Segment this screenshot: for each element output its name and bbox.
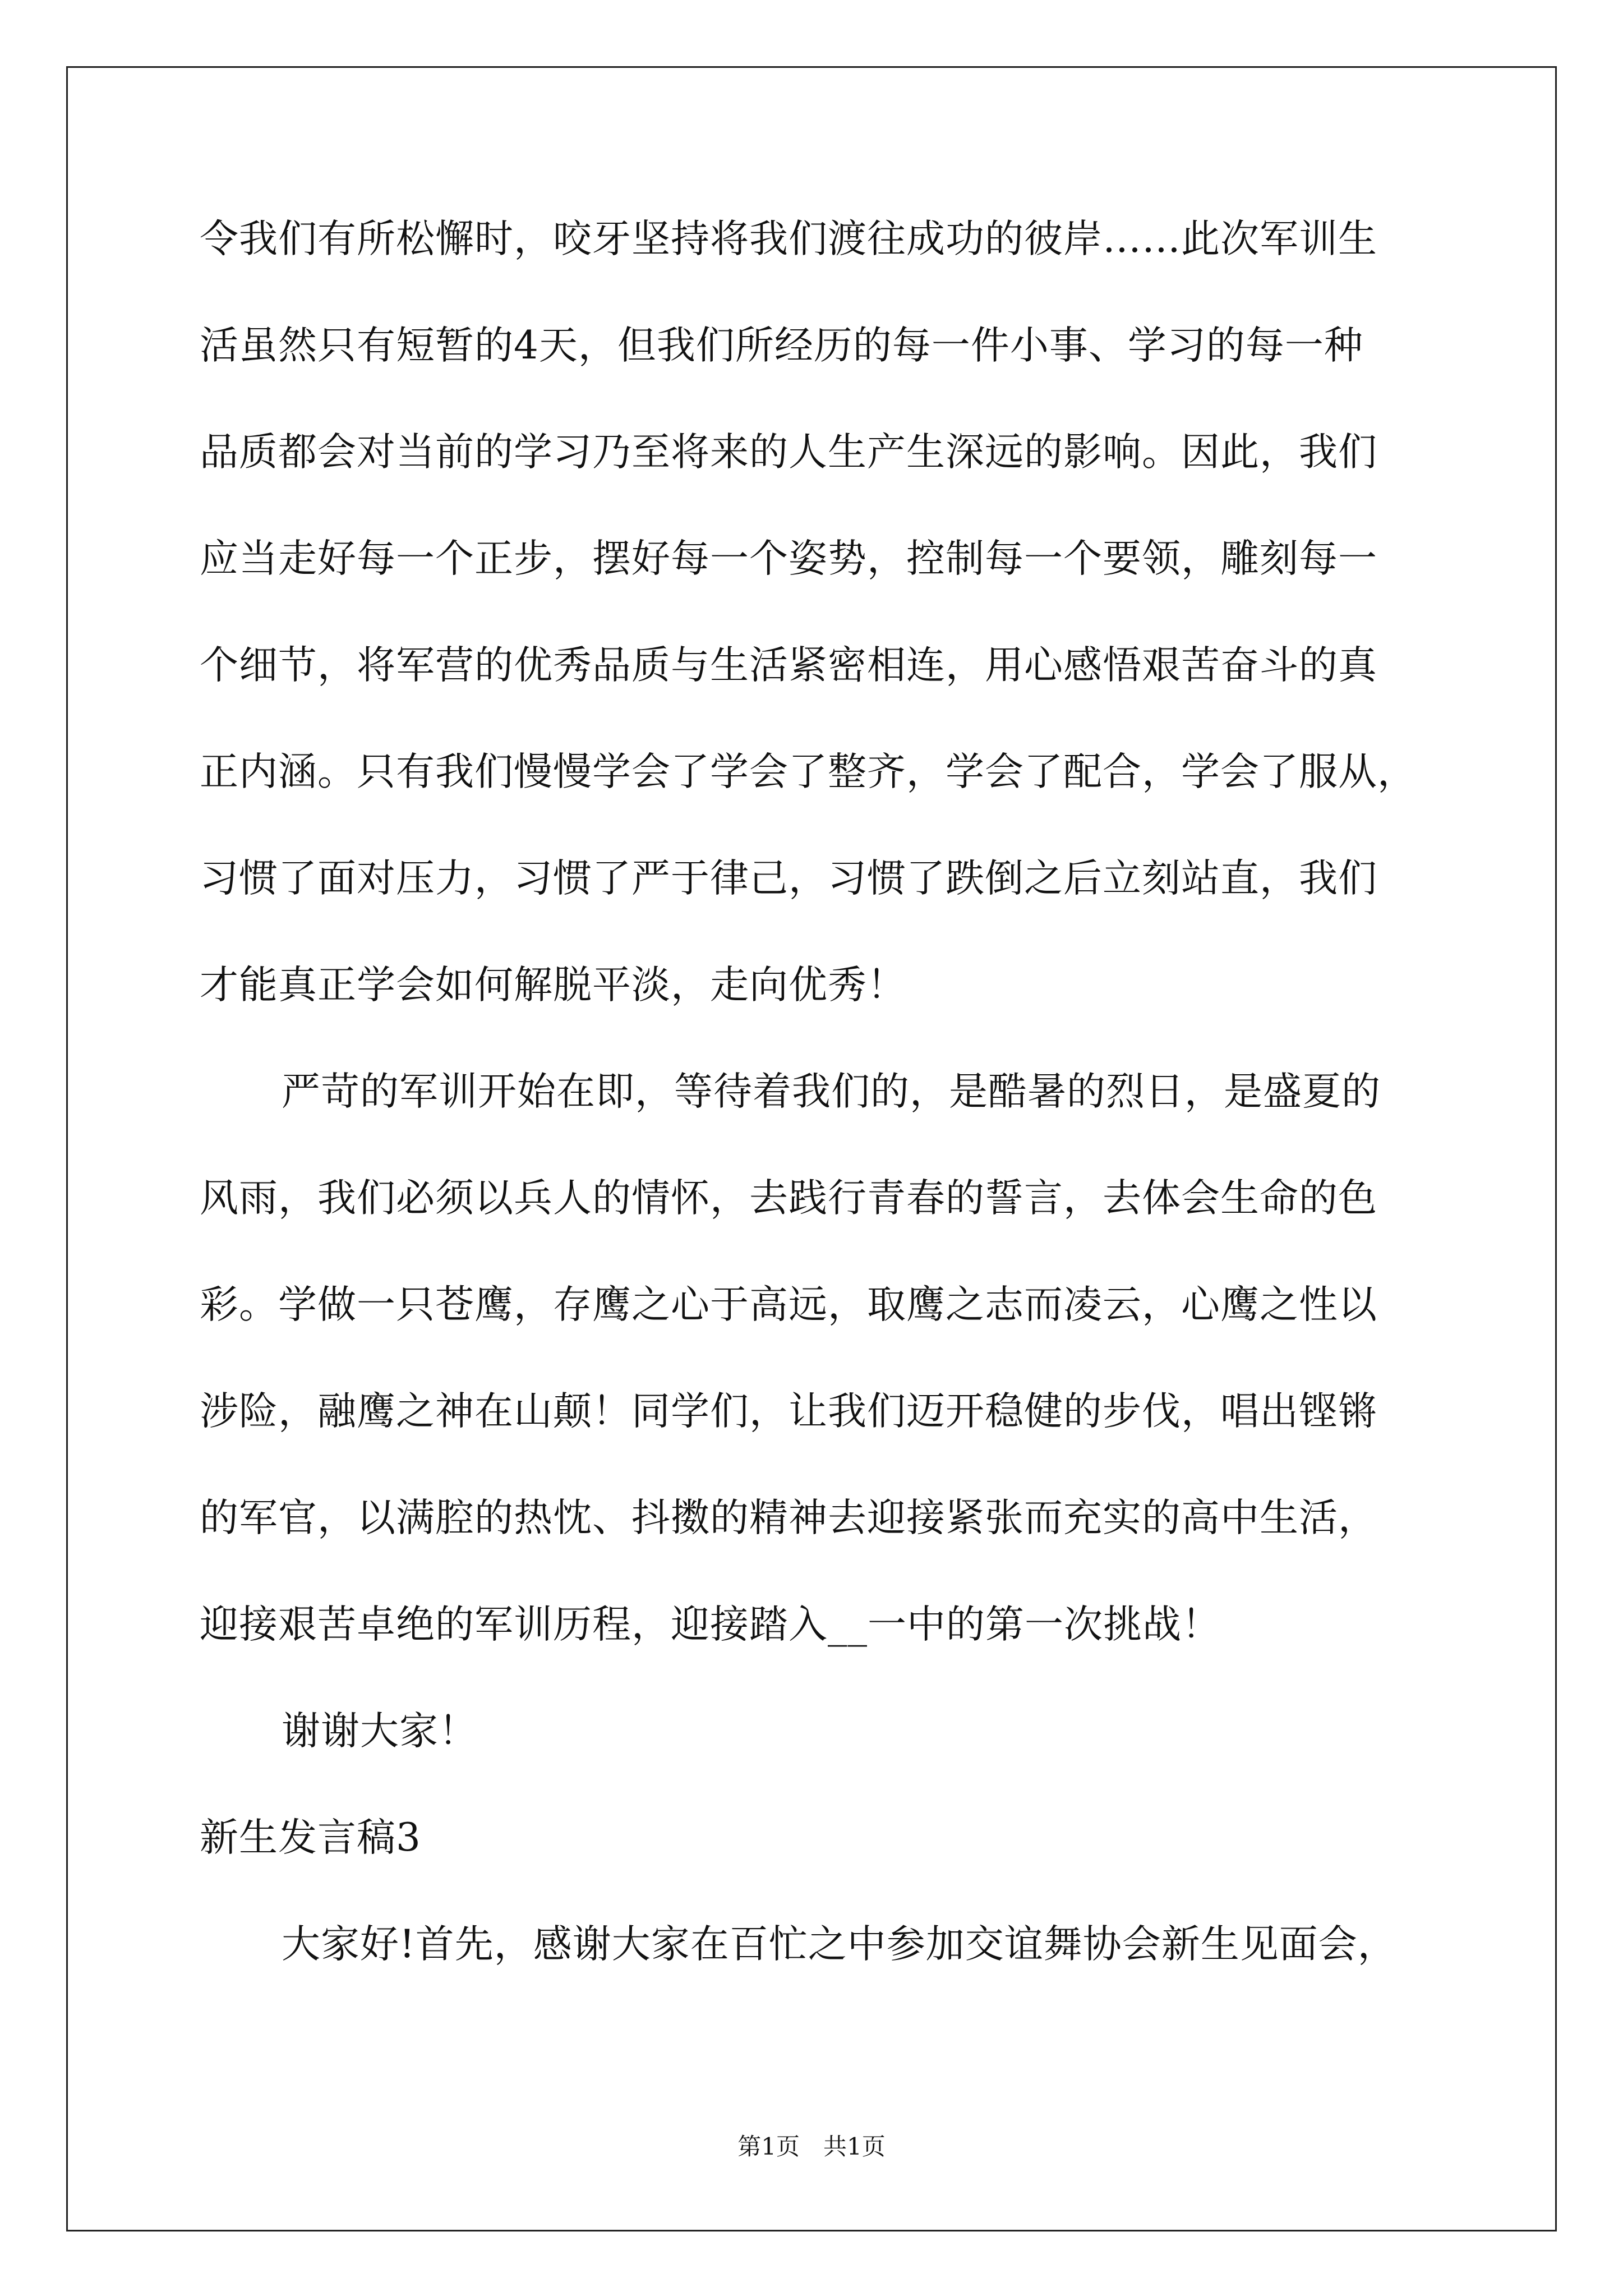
paragraph-line: 活虽然只有短暂的4天，但我们所经历的每一件小事、学习的每一种 xyxy=(200,323,1363,368)
paragraph-line: 大家好!首先，感谢大家在百忙之中参加交谊舞协会新生见面会， xyxy=(282,1922,1397,1967)
paragraph-line: 迎接艰苦卓绝的军训历程，迎接踏入__一中的第一次挑战！ xyxy=(200,1602,1221,1647)
paragraph-line: 的军官，以满腔的热忱、抖擞的精神去迎接紧张而充实的高中生活， xyxy=(200,1496,1377,1540)
paragraph-line: 正内涵。只有我们慢慢学会了学会了整齐，学会了配合，学会了服从， xyxy=(200,749,1417,794)
paragraph-line: 习惯了面对压力，习惯了严于律己，习惯了跌倒之后立刻站直，我们 xyxy=(200,856,1377,901)
page-footer: 第1页 共1页 xyxy=(737,2133,886,2160)
paragraph-line: 才能真正学会如何解脱平淡，走向优秀！ xyxy=(200,963,906,1007)
closing-line: 谢谢大家！ xyxy=(282,1709,478,1754)
paragraph-line: 彩。学做一只苍鹰，存鹰之心于高远，取鹰之志而凌云，心鹰之性以 xyxy=(200,1282,1377,1327)
paragraph-line: 个细节，将军营的优秀品质与生活紧密相连，用心感悟艰苦奋斗的真 xyxy=(200,643,1377,688)
paragraph-line: 令我们有所松懈时，咬牙坚持将我们渡往成功的彼岸……此次军训生 xyxy=(200,217,1377,261)
paragraph-line: 严苛的军训开始在即，等待着我们的，是酷暑的烈日，是盛夏的 xyxy=(282,1069,1381,1114)
page-frame xyxy=(66,66,1557,2231)
paragraph-line: 品质都会对当前的学习乃至将来的人生产生深远的影响。因此，我们 xyxy=(200,430,1377,475)
paragraph-line: 风雨，我们必须以兵人的情怀，去践行青春的誓言，去体会生命的色 xyxy=(200,1176,1377,1221)
section-title: 新生发言稿3 xyxy=(200,1815,421,1860)
paragraph-line: 应当走好每一个正步，摆好每一个姿势，控制每一个要领，雕刻每一 xyxy=(200,536,1377,581)
paragraph-line: 涉险，融鹰之神在山颠！同学们，让我们迈开稳健的步伐，唱出铿锵 xyxy=(200,1389,1377,1434)
